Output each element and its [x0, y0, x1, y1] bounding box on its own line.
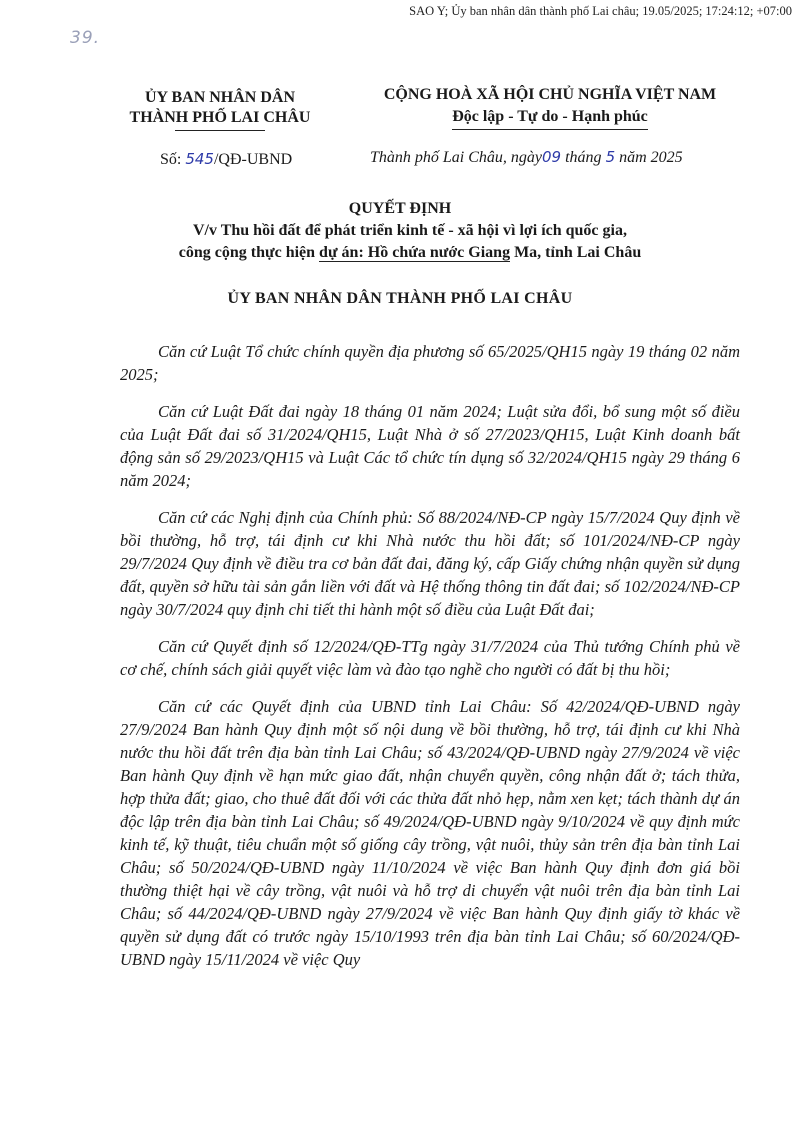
- digital-signature-stamp: SAO Y; Ủy ban nhân dân thành phố Lai châu; 19.05/2025; 17:24:12; +07:00: [409, 4, 792, 18]
- doc-number-prefix: Số:: [160, 151, 186, 168]
- doc-number-handwritten: 545: [185, 150, 214, 168]
- issue-date: [370, 148, 740, 167]
- subject-line-2-post: Ma, tỉnh Lai Châu: [510, 244, 642, 261]
- decision-authority: ỦY BAN NHÂN DÂN THÀNH PHỐ LAI CHÂU: [227, 290, 573, 307]
- date-part-1: Thành phố Lai Châu, ngày: [370, 149, 543, 166]
- authority-line-1: ỦY BAN NHÂN DÂN: [144, 89, 296, 106]
- document-number: [160, 150, 292, 169]
- national-motto: Độc lập - Tự do - Hạnh phúc: [452, 106, 648, 130]
- subject-line-2-underlined: dự án: Hồ chứa nước Giang: [319, 244, 511, 261]
- authority-line-2: THÀNH PHỐ LAI CHÂU: [129, 109, 311, 126]
- legal-basis-section: [120, 340, 740, 971]
- doc-number-suffix: /QĐ-UBND: [213, 151, 293, 168]
- subject-line-2: [60, 242, 760, 264]
- legal-basis-paragraph: Căn cứ Luật Đất đai ngày 18 tháng 01 năm 2024; Luật sửa đổi, bổ sung một số điều của Luật Đất đai số 31/2024/QH15, Luật Nhà ở số 27/2023/QH15, Luật Kinh doanh bất động sản số 29/2023/QH15 và Luật Các tổ chức tín dụng số 32/2024/QH15 ngày 29 tháng 6 năm 2024;: [120, 402, 740, 490]
- date-month-handwritten: 5: [605, 148, 616, 166]
- document-title: QUYẾT ĐỊNH: [348, 200, 452, 217]
- legal-basis-paragraph: Căn cứ các Nghị định của Chính phủ: Số 88/2024/NĐ-CP ngày 15/7/2024 Quy định về bồi thường, hỗ trợ, tái định cư khi Nhà nước thu hồi đất; số 101/2024/NĐ-CP ngày 29/7/2024 Quy định về điều tra cơ bản đất đai, đăng ký, cấp Giấy chứng nhận quyền sử dụng đất, quyền sở hữu tài sản gắn liền với đất và Hệ thống thông tin đất đai; số 102/2024/NĐ-CP ngày 30/7/2024 quy định chi tiết thi hành một số điều của Luật Đất đai;: [120, 508, 740, 619]
- date-day-handwritten: 09: [542, 148, 562, 166]
- date-part-2: tháng: [561, 149, 606, 166]
- national-title: CỘNG HOÀ XÃ HỘI CHỦ NGHĨA VIỆT NAM: [383, 86, 717, 103]
- legal-basis-paragraph: Căn cứ Quyết định số 12/2024/QĐ-TTg ngày 31/7/2024 của Thủ tướng Chính phủ về cơ chế, chính sách giải quyết việc làm và đào tạo nghề cho người có đất bị thu hồi;: [120, 637, 740, 679]
- handwritten-page-mark: 39.: [70, 28, 101, 48]
- document-subject: [60, 220, 760, 264]
- legal-basis-paragraph: Căn cứ các Quyết định của UBND tỉnh Lai Châu: Số 42/2024/QĐ-UBND ngày 27/9/2024 Ban hành Quy định một số nội dung về bồi thường, hỗ trợ, tái định cư khi Nhà nước thu hồi đất trên địa bàn tỉnh Lai Châu; số 43/2024/QĐ-UBND ngày 27/9/2024 về việc Ban hành Quy định về hạn mức giao đất, nhận chuyển quyền, công nhận đất ở; tách thửa, hợp thửa đất; giao, cho thuê đất đối với các thửa đất nhỏ hẹp, nằm xen kẹt; tách thành dự án độc lập trên địa bàn tỉnh Lai Châu; số 49/2024/QĐ-UBND ngày 9/10/2024 về quy định mức kinh tế, kỹ thuật, tiêu chuẩn một số giống cây trồng, vật nuôi, thủy sản trên địa bàn tỉnh Lai Châu; số 50/2024/QĐ-UBND ngày 11/10/2024 về việc Ban hành Quy định đơn giá bồi thường thiệt hại về cây trồng, vật nuôi và hỗ trợ di chuyển vật nuôi trên địa bàn tỉnh Lai Châu; số 44/2024/QĐ-UBND ngày 27/9/2024 về việc Ban hành Quy định giấy tờ khác về quyền sử dụng đất có trước ngày 15/10/1993 trên địa bàn tỉnh Lai Châu; số 60/2024/QĐ-UBND ngày 15/11/2024 về việc Quy: [120, 697, 740, 969]
- subject-line-1: V/v Thu hồi đất để phát triển kinh tế - xã hội vì lợi ích quốc gia,: [193, 222, 627, 239]
- issuing-authority-header: [110, 88, 330, 131]
- subject-line-2-pre: công cộng thực hiện: [178, 244, 320, 261]
- header-divider: [175, 130, 265, 131]
- legal-basis-paragraph: Căn cứ Luật Tổ chức chính quyền địa phương số 65/2025/QH15 ngày 19 tháng 02 năm 2025;: [120, 342, 740, 384]
- date-part-3: năm 2025: [615, 149, 683, 166]
- national-header: [360, 84, 740, 130]
